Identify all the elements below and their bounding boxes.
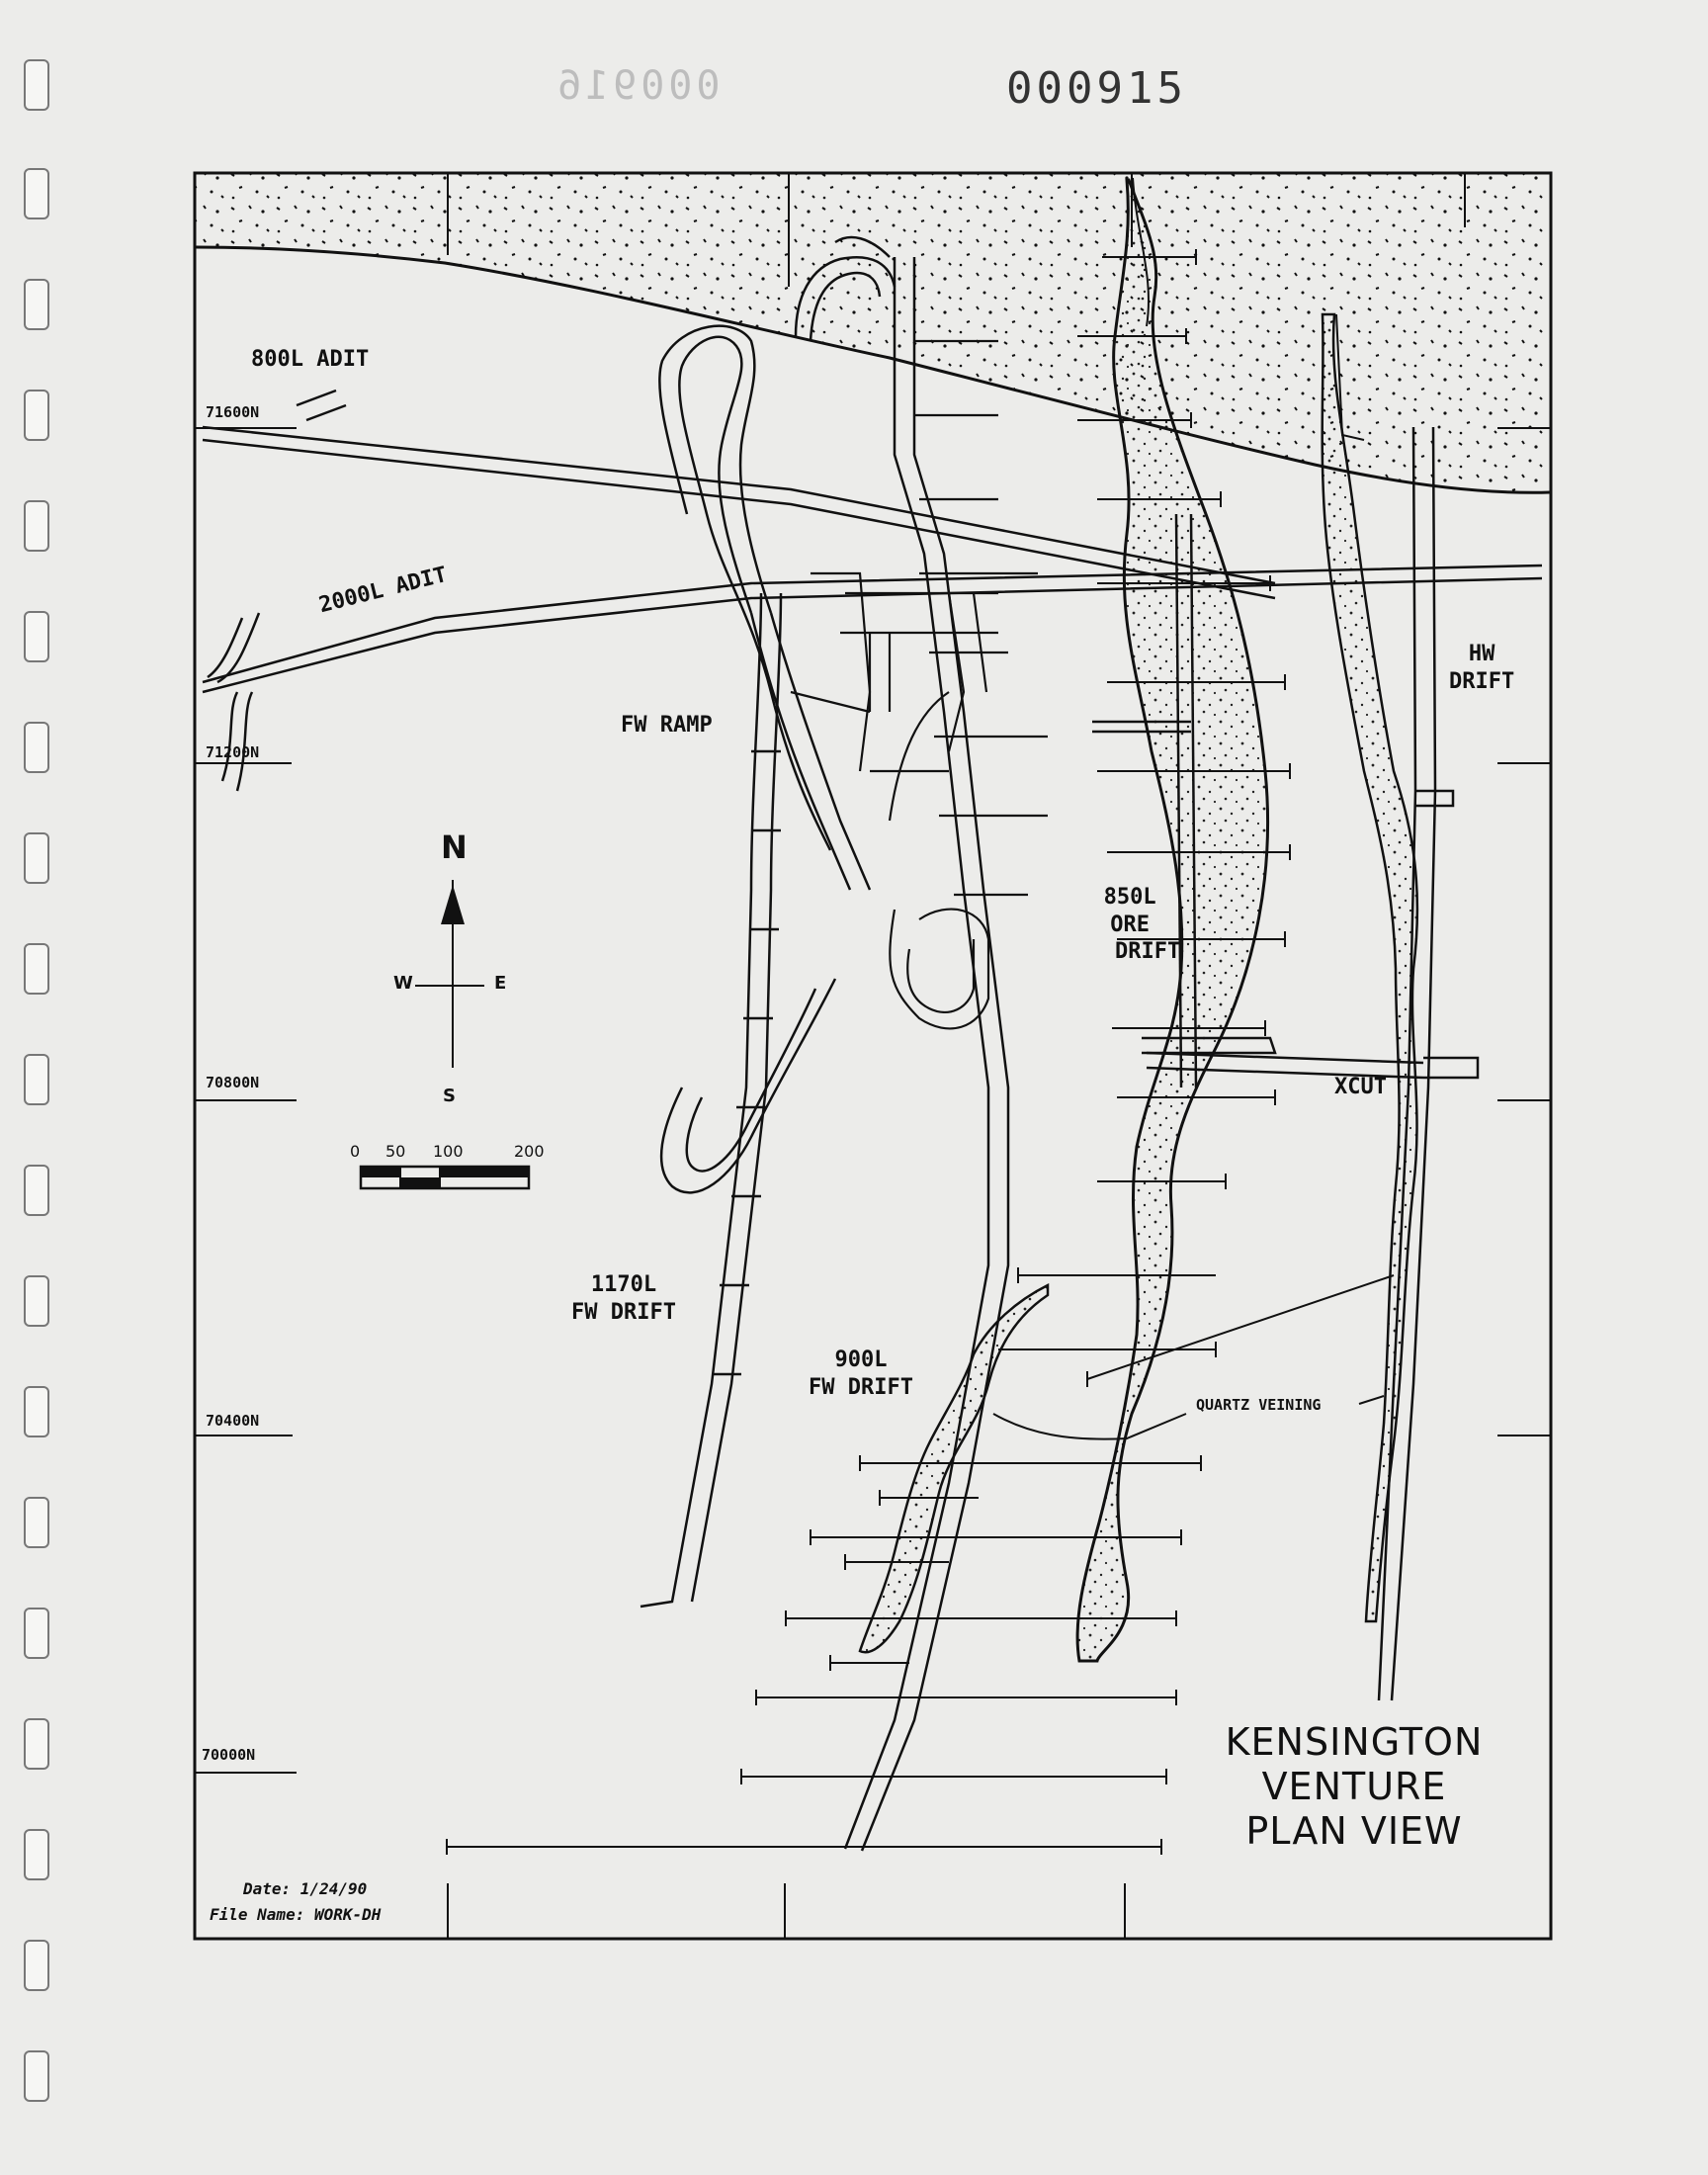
- quartz-veining-label: QUARTZ VEINING: [1196, 1396, 1322, 1414]
- compass-south: S: [443, 1086, 456, 1106]
- fw-drift-900l: [835, 237, 1008, 1851]
- fw-drift-1170l-line1: 1170L: [590, 1272, 657, 1297]
- adit-800l-label: 800L ADIT: [251, 347, 370, 372]
- title-line3: PLAN VIEW: [1245, 1808, 1463, 1853]
- scale-tick-label: 200: [514, 1142, 545, 1161]
- title-line1: KENSINGTON: [1225, 1720, 1484, 1764]
- title-line2: VENTURE: [1261, 1764, 1447, 1808]
- scale-tick-label: 0: [350, 1142, 361, 1161]
- fw-drift-900l-line2: FW DRIFT: [809, 1374, 913, 1400]
- ore-drift-label-line3: DRIFT: [1115, 939, 1181, 964]
- northing-label: 71200N: [206, 743, 260, 761]
- hw-drift-label: [1449, 641, 1514, 695]
- map-date: Date: 1/24/90: [243, 1879, 368, 1898]
- map-metadata: [210, 1876, 382, 1927]
- quartz-veining-leaders: [993, 1396, 1384, 1439]
- hw-drift-label-line2: DRIFT: [1449, 668, 1515, 694]
- scale-tick-label: 100: [433, 1142, 464, 1161]
- access-drifts: [791, 341, 1048, 1028]
- scale-tick-label: 50: [385, 1142, 406, 1161]
- ghost-document-number: 000916: [554, 63, 721, 109]
- compass-north: N: [441, 828, 468, 866]
- fw-drift-900l-label: [809, 1347, 913, 1401]
- ore-drift-label-line1: 850L: [1103, 885, 1156, 910]
- hw-drift-label-line1: HW: [1468, 642, 1495, 666]
- northing-label: 71600N: [206, 403, 260, 421]
- fw-drift-1170l-label: [571, 1271, 676, 1326]
- northing-label: 70400N: [206, 1412, 260, 1430]
- fw-drift-900l-line1: 900L: [834, 1348, 888, 1372]
- fw-ramp-label: FW RAMP: [621, 713, 713, 738]
- northing-label: 70000N: [202, 1746, 256, 1764]
- map-title-block: [1206, 1720, 1502, 1853]
- fw-vein-900l: [860, 1285, 1048, 1652]
- ore-drift-850l-label: [1079, 884, 1180, 966]
- document-number: 000915: [1006, 63, 1187, 114]
- compass-east: E: [494, 973, 507, 994]
- northing-label: 70800N: [206, 1074, 260, 1091]
- compass-west: W: [393, 973, 413, 994]
- north-arrow-icon: [441, 885, 465, 924]
- scale-bar: [361, 1167, 529, 1188]
- hw-vein: [1323, 314, 1417, 1621]
- xcut-label: XCUT: [1334, 1075, 1387, 1099]
- adit-2000l-label: 2000L ADIT: [316, 562, 450, 619]
- ore-drift-label-line2: ORE: [1110, 912, 1150, 937]
- map-file-name: File Name: WORK-DH: [210, 1904, 382, 1924]
- fw-drift-1170l-line2: FW DRIFT: [571, 1299, 676, 1325]
- compass-rose: [415, 880, 484, 1068]
- overburden-zone: [196, 174, 1550, 492]
